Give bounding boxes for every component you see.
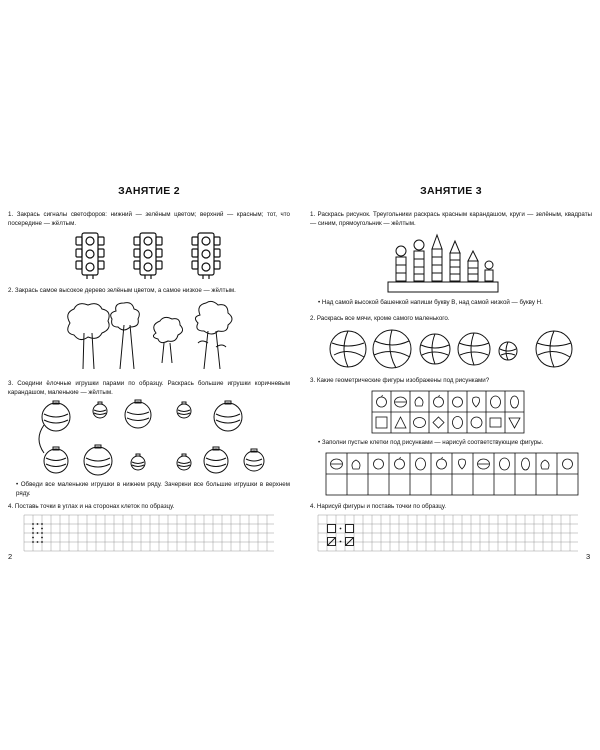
left-page: [8, 185, 290, 580]
task-3-bullet-text: • Обведи все маленькие игрушки в нижнем ряду. Зачеркни все большие игрушки в верхнем ряду.: [16, 481, 290, 497]
r-task-3-text: 3. Какие геометрические фигуры изображены под рисунками?: [310, 377, 490, 384]
task-1-text: 1. Закрась сигналы светофоров: нижний — зелёным цветом; верхний — красным; тот, что посередине — жёлтым.: [8, 211, 290, 227]
r-task-1-bullet-text: • Над самой высокой башенкой напиши букву В, над самой низкой — букву Н.: [318, 299, 543, 306]
task-4-text: 4. Поставь точки в углах и на сторонах клеток по образцу.: [8, 503, 175, 510]
shapes-grid-exercise[interactable]: [318, 515, 578, 551]
ornaments-illustration: [38, 399, 268, 479]
right-page-number: 3: [586, 552, 591, 561]
traffic-lights-illustration: [76, 231, 226, 281]
towers-illustration: [388, 235, 498, 293]
left-page-title: ЗАНЯТИЕ 2: [118, 185, 180, 197]
left-page-number: 2: [8, 552, 13, 561]
r-task-3-bullet-text: • Заполни пустые клетки под рисунками — нарисуй соответствующие фигуры.: [318, 439, 544, 446]
dot-grid-exercise[interactable]: [24, 515, 274, 551]
trees-illustration: [58, 303, 248, 371]
right-page-title: ЗАНЯТИЕ 3: [420, 185, 482, 197]
balls-illustration: [328, 329, 580, 369]
r-task-1-text: 1. Раскрась рисунок. Треугольники раскрась красным карандашом, круги — зелёным, квадраты — синим, прямоугольник — жёлтым.: [310, 211, 592, 227]
shapes-table-2[interactable]: [326, 453, 578, 495]
right-page: [310, 185, 592, 580]
task-3-text: 3. Соедини ёлочные игрушки парами по образцу. Раскрась большие игрушки коричневым карандашом, маленькие — жёлтым.: [8, 380, 290, 396]
task-2-text: 2. Закрась самое высокое дерево зелёным цветом, а самое низкое — жёлтым.: [8, 287, 236, 294]
shapes-table-1: [372, 391, 524, 433]
r-task-4-text: 4. Нарисуй фигуры и поставь точки по образцу.: [310, 503, 447, 510]
r-task-2-text: 2. Раскрась все мячи, кроме самого маленького.: [310, 315, 450, 322]
